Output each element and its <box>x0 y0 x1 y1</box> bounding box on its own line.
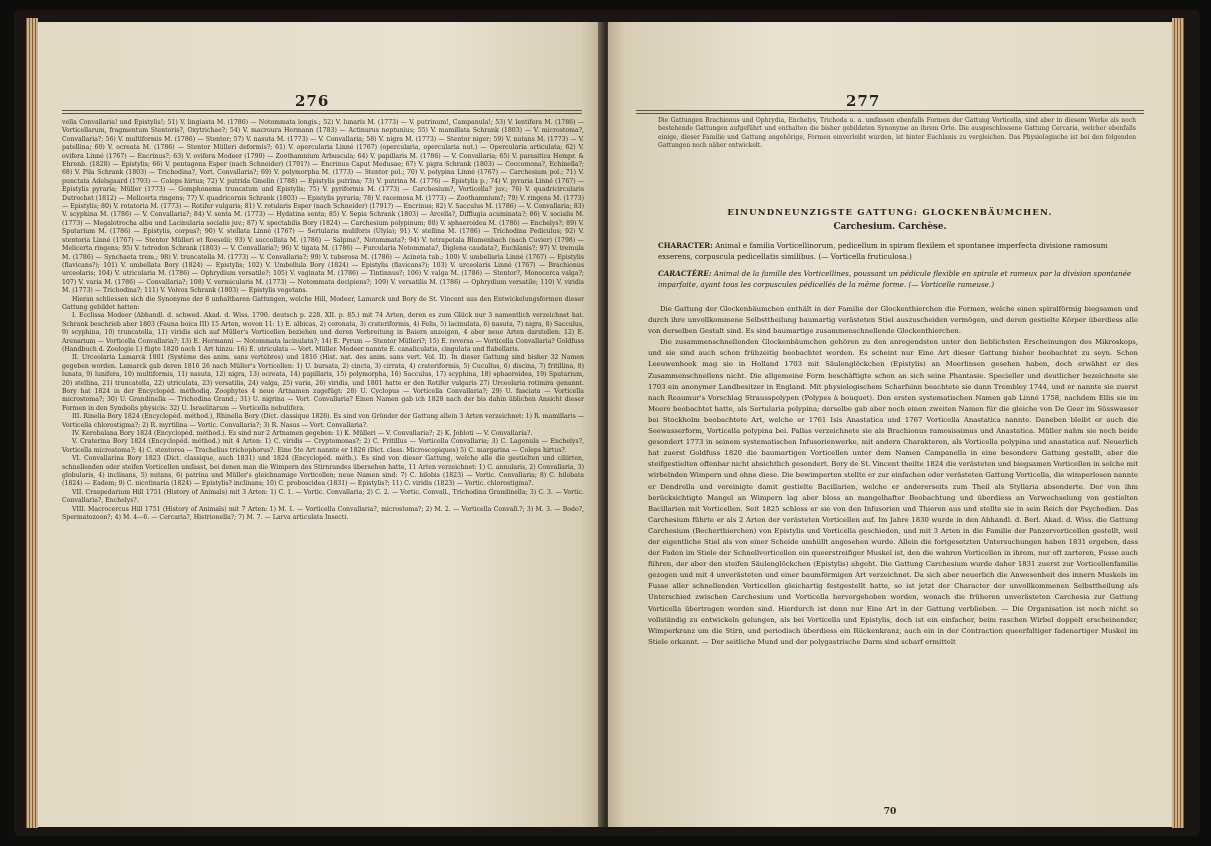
page-edges-right <box>1172 18 1184 828</box>
right-page <box>608 22 1172 827</box>
synonym-text <box>62 119 584 523</box>
paragraph: VI. Convallarina Bory 1823 (Dict. classique, auch 1831) und 1824 (Encyclopéd. méth.). Es sind von dieser Gattung, welche alle die gestielten und ciliirten, schnellenden oder steifen Vorticellen umfasst, bei denen man die Wimpern des Stirnrandes übersehen hatte, 11 Arten verzeichnet: 1) C. annularis, 2) Convallaria, 3) globularis, 4) inclinans, 5) nutans, 6) patrina und Müller's gleichnamige Vorticellen; neue Namen sind: 7) C. bilobis (1823) — Vortic. Convallaria; 8) C. bilobata (1824) — Eadem; 9) C. nicotinaria (1824) — Epistylis? inclinans; 10) C. proboscidea (1831) — Epistylis?; 11) C. viridis (1823) — Vortic. chlorostigma?. <box>62 455 584 488</box>
paragraph: Die zusammenschnellenden Glockenbäumchen gehören zu den anregendsten unter den lieblichsten Erscheinungen des Mikroskops, und sie sind auch schon frühzeitig beobachtet worden. Es scheint nur Eine Art dieser Gattung bisher beobachtet zu seyn. Schon Leeuwenhoek mag sie in Holland 1703 mit Säulenglöckchen (Epistylis) an Meerlinsen gesehen haben, doch erwähnt er des Zusammenschnellens nicht. Die allgemeine Form beschäftigte schon an sich seine Phantasie. Specieller und deutlicher bezeichnete sie 1703 ein anonymer Landbesitzer in England. Mit physiologischem Scharfsinn beachtete sie dann Trembley 1744, und er nannte sie zuerst nach Reaumur's Vorschlag Strausspolypen (Polypes à bouquet). Den ersten systematischen Namen gab Linné 1758, nachdem Ellis sie im Meere beobachtet hatte, als Sertularia polypina; derselbe gab aber noch einen zweiten Namen für die gleiche von De Geer im Süsswasser bei Stockholm beobachtete Art, welche er 1761 Isis Anastatica und 1767 Vorticella Anastatica nannte. Daneben bleibt er auch die Seewasserform, Vorticella polypina bei. Pallas verzeichnete sie als Brachionus ramosissimus und Anastatica. Müller nahm sie noch beide gesondert 1773 in seinem systematischen Infusorienwerke, mit andern Charakteren, als Vorticella polypina und anastatica auf. Neuerlich hat zuerst Goldfuss 1820 die baumartigen Vorticellen unter dem Namen Campanella in eine besondere Gattung gestellt, aber die steifgestielten offenbar nicht absichtlich gesondert. Bory de St. Vincent theilte 1824 die verästeten und biegsamen Vorticellen in solche mit wirbelnden Wimpern und ohne diese. Die bewimperten stellte er zur einfachen oder verästeten Gattung Vorticella, die wimperlosen nannte er Dendrella und vereinigte damit gestielte Bacillarien, welche er andererseits zum Theil als Styllaria absonderte. Der von ihm berücksichtigte Mangel an Wimpern lag aber bloss an mangelhafter Beobachtung und überdiess an Verwechselung von gestielten Bacillarien mit Vorticellen. Seit 1825 schloss er sie von den Infusorien und Thieren aus und stellte sie in sein Reich der Psychodien. Das Carchesium führte er als 2 Arten der verästeten Vorticellen auf. Im Jahre 1830 wurde in den Abhandl. d. Berl. Akad. d. Wiss. die Gattung Carchesium (Becherthierchen) von Epistylis und Vorticella geschieden, und mit 3 Arten in die Familie der Panzervorticellen gestellt, weil der eigentliche Stiel als von einer Scheide umhüllt angesehen wurde. Allein die fortgesetzten Untersuchungen haben 1831 ergeben, dass der Faden im Stiele der Schnellvorticellen ein queerstreifiger Muskel ist, den die wahren Vorticellen in ihrem, nur oft zarteren, Fusse auch führen, der aber den steifen Säulenglöckchen (Epistylis) abgeht. Die Gattung Carchesium wurde daher 1831 zuerst zur Vorticellenfamilie gezogen und mit 4 unverästeten und einer baumförmigen Art verzeichnet. Da sich aber neuerlich die Anwesenheit des innern Muskels im Fusse aller schnellenden Vorticellen gleichartig festgestellt hatte, so ist jetzt der Character der unvollkommenen Selbsttheilung als Unterschied zwischen Carchesium und Vorticella hervorgehoben worden, wonach die früheren unverästeten Carchesia zur Gattung Vorticella übertragen worden sind. Hierdurch ist denn nur Eine Art in der Gattung verblieben. — Die Organisation ist noch nicht so vollständig zu entwickeln gelungen, als bei Vorticella und Epistylis, doch ist ein einfacher, beim raschen Wirbel doppelt erscheinender, Wimperkranz um die Stirn, und periodisch überdiess ein Rückenkranz, auch ein in der Contraction queerfaltiger fadenartiger Muskel im Stiele erkannt. — Der seitliche Mund und der polygastrische Darm sind scharf ermittelt <box>648 338 1138 646</box>
paragraph: I. Ecclissa Modeer (Abhandl. d. schwed. Akad. d. Wiss. 1790. deutsch p. 228. XII. p. 85.) mit 74 Arten, deren es zum Glück nur 3 namentlich verzeichnet hat. Schrank beschrieb aber 1803 (Fauna boica III) 15 Arten, wovon 11: 1) E. albicas, 2) coronata, 3) crateriformis, 4) Felis, 5) lacinulata, 6) nasuta, 7) nigra, 8) Sacculus, 9) scyphina, 10) truncatella, 11) viridis sich auf Müller's Vorticellen beziehen und deren Verbreitung in Baiern anzeigen, 4 aber neue Arten darstellen: 12) E. Arenarium — Vorticella Convallaria?; 13) E. Hermanni — Notommata lacinulata?; 14) E. Pyrum — Stentor Mülleri?; 15) E. reversa — Vorticella Convallaria? Goldfuss (Handbuch d. Zoologie I.) fügte 1820 noch 1 Art hinzu: 16) E. utriculata — Vort. Müller. Modeer nannte E. canaliculatis, cingulata und flabellaris. <box>62 312 584 353</box>
character-text: Animal e familia Vorticellinorum, pedicellum in spiram flexilem et spontanee imperfecta divisione ramosum exserens, corpuscula pedicellatis similibus. (— Vorticella fruticulosa.) <box>658 241 1108 261</box>
character-label: CHARACTER: <box>658 241 713 250</box>
paragraph: Hieran schliessen sich die Synonyme der 8 unhaltbaren Gattungen, welche Hill, Modeer, Lamarck und Bory de St. Vincent aus den Entwickelungsformen dieser Gattung gebildet hatten: <box>62 295 584 311</box>
caractere-text: Animal de la famille des Vorticellines, poussant un pédicule flexible en spirale et rameux par la division spontanée imparfaite, ayant tous les corpuscules pédicellés de la même forme. (— Vorticelle rameuse.) <box>658 269 1132 289</box>
page-edges-left <box>26 18 38 828</box>
genus-subheading: Carchesium. Carchèse. <box>833 222 947 232</box>
paragraph: VIII. Macrocercus Hill 1751 (History of Animals) mit 7 Arten: 1) M. 1. — Vorticella Convallaria?, microstoma?; 2) M. 2. — Vorticella Convall.?; 3) M. 3. — Bodo?, Spermatozoon?; 4) M. 4—6. — Cercaria?, Histrionella?; 7) M. 7. — Larva articulata Insecti. <box>62 505 584 522</box>
paragraph: vella Convallaria! und Epistylis!; 51) V. lingiasta M. (1786) — Notommata longis.; 52) V. lunaris M. (1773) — V. putrinum!, Campanula!; 53) V. lentifera M. (1786) — Vorticellarum, fragmentum Stentoris?, Oxytrichae?; 54) V. macroura Hermann (1783) — Actinurus neptunius; 55) V. mamillata Schrank (1803) — V. microstoma?, Convallaria?; 56) V. multiformis M. (1786) — Stentor; 57) V. nasuta M. (1773) — V. Convallaria; 58) V. nigra M. (1773) — Stentor niger; 59) V. nutans M. (1773) — V. patellina; 60) V. ocreata M. (1786) — Stentor Mülleri deformis?; 61) V. opercularia Linné (1767) (opercularia, opercularia nut.) — Opercularia articulata; 62) V. ovifera Linné (1767) — Encrinus?; 63) V. ovifera Modeer (1790) — Zoothamnium Arbuscula; 64) V. papillaris M. (1786) — V. Convallaria; 65) V. parasitica Hempr. & Ehrenb. (1828) — Epistylis; 66) V. pentagona Esper (nach Schneider) (1791?) — Encrinus Caput Medusae; 67) V. pigra Schrank (1803) — Coccomona?, Echinella?; 68) V. Pila Schrank (1803) — Trichodina?, Vort. Convallaria?; 69) V. polymorpha M. (1773) — Stentor pol.; 70) V. polypina Linné (1767) — Carchesium pol.; 71) V. punctata Adelsgaard (1793) — Coleps hirtus; 72) V. putrida Gmelin (1788) — Epistylis putrina; 73) V. putrina M. (1776) — Epistylis p.; 74) V. pyraria Linné (1767) — Epistylis pyraria; Müller (1773) — Gomphonema truncatum und Epistylis; 75) V. pyriformis M. (1773) — Carchesium?, Vorticella? juv.; 76) V. quadricircularis Dutrochet (1812) — Melicerta ringens; 77) V. quadricornis Schrank (1803) — Epistylis pyraria; 78) V. racemosa M. (1773) — Zoothamnium?; 79) V. ringens M. (1773) — Epistylis; 80) V. rotatoria M. (1773) — Rotifer vulgaris; 81) V. rotularis Esper (nach Schneider) (1791?) — Encrinus; 82) V. Sacculus M. (1786) — V. Convallaria; 83) V. scyphina M. (1786) — V. Convallaria?; 84) V. senta M. (1773) — Hydatina senta; 85) V. Sepia Schrank (1803) — Arcella?, Difflugia acuminata?; 86) V. socialis M. (1773) — Megalotrocha alba und Lacinularia socialis juv.; 87) V. spectabilis Bory (1824) — Carchesium polypinum; 88) V. sphaeroidea M. (1786) — Enchelys?; 89) V. Sputarium M. (1786) — Epistylis, corpus?; 90) V. stellata Linné (1767) — Sertularia muliforis (Ulyia); 91) V. stellina M. (1786) — Trichodina Pediculus; 92) V. stentoria Linné (1767) — Stentor Mülleri et Roeselii; 93) V. succollata M. (1786) — Salpina?, Notommata?; 94) V. tetrapetala Blumenbach (nach Cuvier) (1798) — Melicerta ringens; 95) V. tetrodon Schrank (1803) — V. Convallaria?; 96) V. tigata M. (1786) — Furcularia Notommata?, Diglena caudata?, Euchlanis?; 97) V. tremula M. (1786) — Synchaeta trem.; 98) V. truncatella M. (1773) — V. Convallaria?; 99) V. tuberosa M. (1786) — Acineta tub.; 100) V. umbellaria Linné (1767) — Epistylis (flavicans?); 101) V. umbellata Bory (1824) — Epistylis; 102) V. Umbellula Bory (1824) — Epistylis (flavicans?); 103) V. urceolaris Linné (1767) — Brachionus urceolaris; 104) V. utricularia M. (1786) — Ophrydium versatile?; 105) V. vaginata M. (1786) — Tintinnus?; 106) V. valga M. (1786) — Stentor?, Monocerca valga?; 107) V. varia M. (1786) — Convallaria?; 108) V. vermicularis M. (1773) — Notommata decipiens?; 109) V. versatilis M. (1786) — Ophrydium versatile; 110) V. viridis M. (1773) — Trichodina?; 111) V. Volvox Schrank (1803) — Epistylis vegetans. <box>62 119 584 295</box>
paragraph: Die Gattung der Glockenbäumchen enthält in der Familie der Glockenthierchen die Formen, welche einen spiralförmig biegsamen und durch ihre unvollkommene Selbsttheilung baumartig verästeten Stiel auszuscheiden vermögen, und deren gestielte Körper überdiess alle von derselben Gestalt sind. Es sind baumartige zusammenschnellende Glockenthierchen. <box>648 305 1138 336</box>
page-number: 277 <box>846 92 881 110</box>
character-french <box>658 268 1136 290</box>
paragraph: VII. Craspedarium Hill 1751 (History of Animals) mit 3 Arten: 1) C. 1. — Vortic. Convallaria; 2) C. 2. — Vortic. Convall., Trichodina Grandinella; 3) C. 3. — Vortic. Convallaria?, Enchelys?. <box>62 488 584 505</box>
signature-mark: 70 <box>883 807 897 817</box>
character-latin <box>658 240 1136 262</box>
caractere-label: CARACTÈRE: <box>658 269 712 278</box>
intro-paragraph: Die Gattungen Brachionus und Ophrydia, Enchelys, Trichoda u. a. umfassen ebenfalls Formen der Gattung Vorticella, sind aber in diesem Werke als noch bestehende Gattungen aufgeführt und enthalten die bisher gebildeten Synonyme an ihrem Orte. Die ausgeschlossene Gattung Cercaria, welcher ebenfalls einige, dieser Familie und Gattung angehörige, Formen einverleibt wurden, ist hinter Euchlanis zu vergleichen. Das Physiologische ist bei den folgenden Gattungen noch näher entwickelt. <box>658 117 1136 149</box>
paragraph: II. Urceolaria Lamarck 1801 (Système des anim. sans vertèbres) und 1816 (Hist. nat. des anim. sans vert. Vol. II). In dieser Gattung sind bisher 32 Namen gegeben worden. Lamarck gab deren 1816 26 nach Müller's Vorticellen: 1) U. bursata, 2) cincta, 3) cirrata, 4) crateriformis, 5) Cucullus, 6) discina, 7) fritillina, 8) lunata, 9) lunifera, 10) multiformis, 11) nasuta, 12) nigra, 13) ocreata, 14) papillaris, 15) polymorpha, 16) Sacculus, 17) scyphina, 18) sphaeroidea, 19) Sputarium, 20) stellina, 21) truncatella, 22) utriculata, 23) versatilis, 24) valga, 25) varia, 26) viridis, und 1801 hatte er den Rotifer vulgaris 27) Urceolaria rotimira genannt. Bory hat 1824 in der Encyclopéd. méthodiq. Zoophytes 4 neue Artnamen zugefügt: 28) U. Cyclopus — Vorticella Convallaria?; 29) U. fasciata — Vorticella microstoma?; 30) U. Grandinella — Trichodina Grand.; 31) U. nigrina — Vort. Convallaria? Einen Namen gab ich 1828 nach der bis dahin üblichen Ansicht dieser Formen in den Symbolis physicis: 32) U. Israelitarum — Vorticella nebulifera. <box>62 354 584 412</box>
paragraph: V. Craterina Bory 1824 (Encyclopéd. méthod.) mit 4 Arten: 1) C. viridis — Cryptomonas?; 2) C. Fritillus — Vorticella Convallaria; 3) C. Lagenula — Enchelys?, Vorticella microstoma?; 4) C. stentorea — Trachelius trichophorus?. Eine 5te Art nannte er 1826 (Dict. class. Microscopiques) 5) C. margarina — Coleps hirtus?. <box>62 438 584 454</box>
genus-heading: EINUNDNEUNZIGSTE GATTUNG: GLOCKENBÄUMCHEN. <box>727 208 1053 218</box>
page-number: 276 <box>295 92 330 110</box>
paragraph: III. Rinella Bory 1824 (Encyclopéd. méthod.), Rhinella Bory (Dict. classique 1826). Es sind von Gründer der Gattung allein 3 Arten verzeichnet: 1) R. mamillaris — Vorticella chlorostigma?; 2) R. myrtilina — Vortic. Convallaria?; 3) R. Nasus — Vort. Convallaria?. <box>62 413 584 429</box>
body-text <box>648 304 1138 648</box>
left-page <box>38 22 603 827</box>
header-rule-double <box>636 113 1144 114</box>
header-rule <box>636 110 1144 111</box>
paragraph: IV. Kerobalana Bory 1824 (Encyclopéd. méthod.). Es sind nur 2 Artnamen gegeben: 1) K. Mülleri — V. Convallaria?; 2) K. Jobloti — V. Convallaria?. <box>72 430 533 438</box>
header-rule <box>62 110 582 111</box>
header-rule-double <box>62 113 582 114</box>
